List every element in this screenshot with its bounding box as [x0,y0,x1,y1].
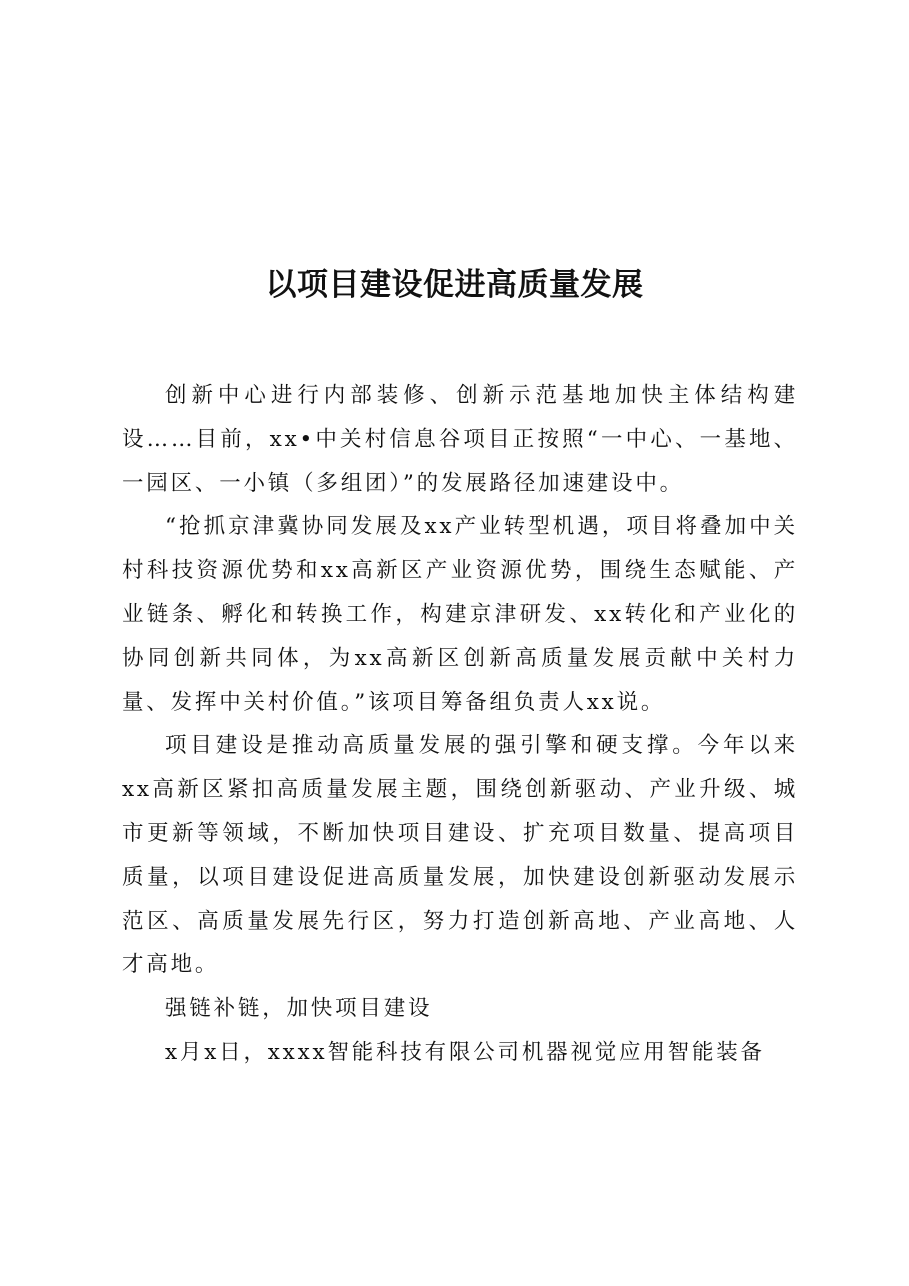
paragraph-3: 项目建设是推动高质量发展的强引擎和硬支撑。今年以来xx高新区紧扣高质量发展主题，围绕创新驱动、产业升级、城市更新等领域，不断加快项目建设、扩充项目数量、提高项目质量，以项目建设促进高质量发展，加快建设创新驱动发展示范区、高质量发展先行区，努力打造创新高地、产业高地、人才高地。 [122,733,798,978]
paragraph-2: “抢抓京津冀协同发展及xx产业转型机遇，项目将叠加中关村科技资源优势和xx高新区产业资源优势，围绕生态赋能、产业链条、孵化和转换工作，构建京津研发、xx转化和产业化的协同创新共同体，为xx高新区创新高质量发展贡献中关村力量、发挥中关村价值。”该项目筹备组负责人xx说。 [122,514,798,715]
section-heading: 强链补链，加快项目建设 [165,996,433,1022]
paragraph-4: x月x日，xxxx智能科技有限公司机器视觉应用智能装备 [165,1039,765,1065]
document-body [122,374,798,1075]
document-title: 以项目建设促进高质量发展 [265,266,644,303]
paragraph-1: 创新中心进行内部装修、创新示范基地加快主体结构建设……目前，xx•中关村信息谷项目正按照“一中心、一基地、一园区、一小镇（多组团）”的发展路径加速建设中。 [122,383,798,496]
